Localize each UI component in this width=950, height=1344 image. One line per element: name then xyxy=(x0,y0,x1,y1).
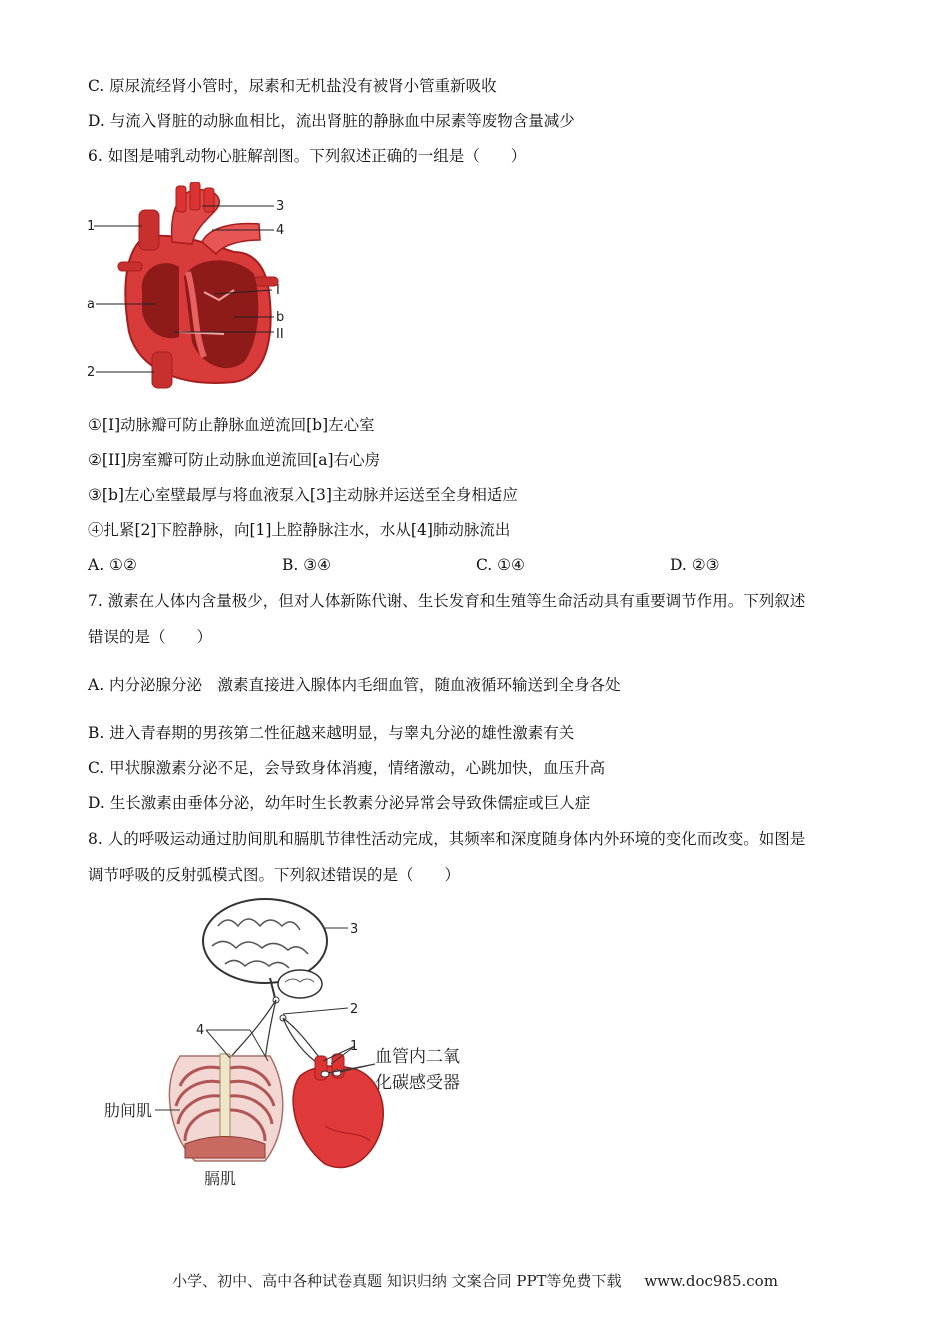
reflex-label-3: 3 xyxy=(350,922,359,937)
q6-statement-1: ①[I]动脉瓣可防止静脉血逆流回[b]左心室 xyxy=(88,416,375,434)
heart-label-I: I xyxy=(276,283,280,298)
q7-stem-line2: 错误的是（ ） xyxy=(88,628,213,646)
q7-option-b: B. 进入青春期的男孩第二性征越来越明显，与睾丸分泌的雄性激素有关 xyxy=(88,724,575,742)
heart-anatomy-figure xyxy=(84,182,304,394)
q5-option-c: C. 原尿流经肾小管时，尿素和无机盐没有被肾小管重新吸收 xyxy=(88,77,497,95)
q7-option-a: A. 内分泌腺分泌 激素直接进入腺体内毛细血管，随血液循环输送到全身各处 xyxy=(88,676,621,694)
q7-option-c: C. 甲状腺激素分泌不足，会导致身体消瘦，情绪激动，心跳加快，血压升高 xyxy=(88,759,606,777)
q7-option-d: D. 生长激素由垂体分泌，幼年时生长教素分泌异常会导致侏儒症或巨人症 xyxy=(88,794,591,812)
q6-option-c: C. ①④ xyxy=(476,556,525,574)
heart-label-4: 4 xyxy=(276,223,285,238)
q6-option-b: B. ③④ xyxy=(282,556,332,574)
intercostal-muscle-label: 肋间肌 xyxy=(104,1101,153,1120)
heart-label-3: 3 xyxy=(276,199,285,214)
q8-stem-line1: 8. 人的呼吸运动通过肋间肌和膈肌节律性活动完成，其频率和深度随身体内外环境的变化而改变。如图是 xyxy=(88,830,806,848)
q6-stem: 6. 如图是哺乳动物心脏解剖图。下列叙述正确的一组是（ ） xyxy=(88,147,527,165)
respiration-reflex-arc-figure xyxy=(100,896,490,1196)
reflex-label-4: 4 xyxy=(196,1023,205,1038)
diaphragm-label: 膈肌 xyxy=(204,1169,237,1188)
co2-receptor-label-line1: 血管内二氧 xyxy=(375,1047,460,1067)
q6-option-a: A. ①② xyxy=(88,556,137,574)
q6-option-d: D. ②③ xyxy=(670,556,720,574)
q5-option-d: D. 与流入肾脏的动脉血相比，流出肾脏的静脉血中尿素等废物含量减少 xyxy=(88,112,575,130)
reflex-label-1: 1 xyxy=(350,1039,359,1054)
footer-text: 小学、初中、高中各种试卷真题 知识归纳 文案合同 PPT等免费下载 xyxy=(172,1272,622,1290)
heart-label-b: b xyxy=(276,310,285,325)
footer-url[interactable]: www.doc985.com xyxy=(644,1272,778,1290)
q6-statement-2: ②[II]房室瓣可防止动脉血逆流回[a]右心房 xyxy=(88,451,381,469)
heart-label-II: II xyxy=(276,327,284,342)
heart-label-a: a xyxy=(87,297,95,312)
heart-label-2: 2 xyxy=(87,365,96,380)
q7-stem-line1: 7. 激素在人体内含量极少，但对人体新陈代谢、生长发育和生殖等生命活动具有重要调节作用。下列叙述 xyxy=(88,592,806,610)
reflex-label-2: 2 xyxy=(350,1002,359,1017)
co2-receptor-label-line2: 化碳感受器 xyxy=(375,1073,460,1093)
q6-statement-4: ④扎紧[2]下腔静脉，向[1]上腔静脉注水，水从[4]肺动脉流出 xyxy=(88,521,511,539)
q8-stem-line2: 调节呼吸的反射弧模式图。下列叙述错误的是（ ） xyxy=(88,866,461,884)
page-footer xyxy=(0,1270,950,1291)
q6-statement-3: ③[b]左心室壁最厚与将血液泵入[3]主动脉并运送至全身相适应 xyxy=(88,486,518,504)
heart-label-1: 1 xyxy=(87,219,96,234)
